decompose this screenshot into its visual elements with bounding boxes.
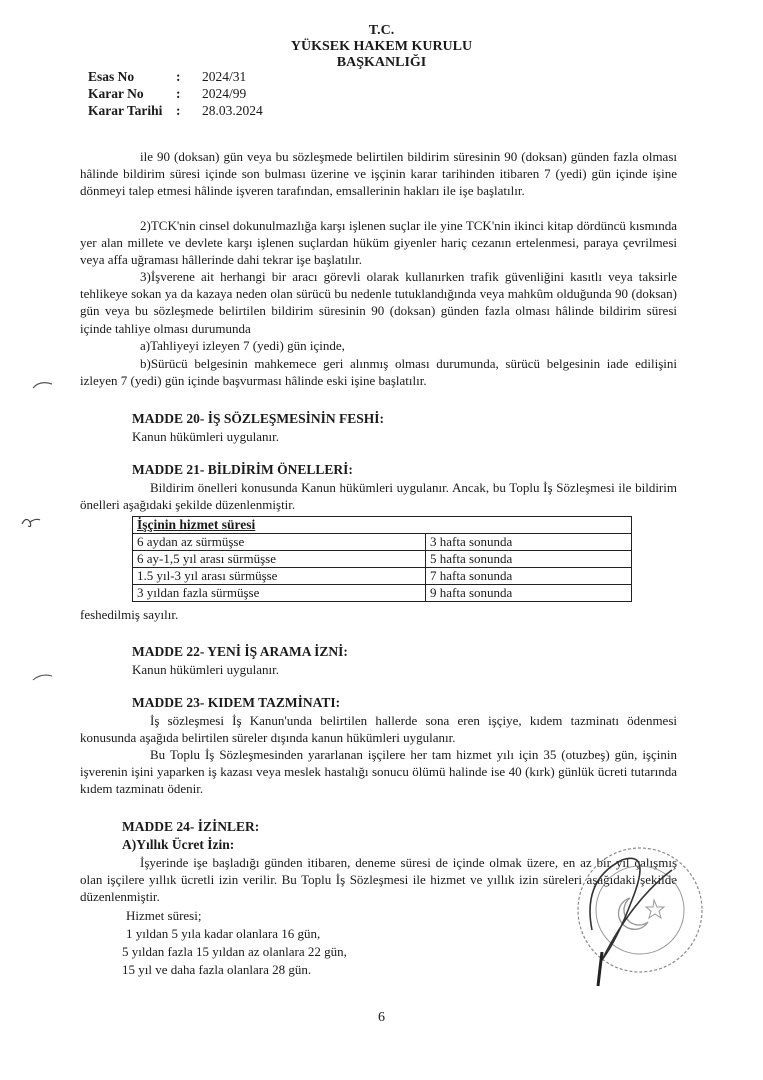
meta-esas-value: 2024/31 — [202, 69, 247, 84]
list-item: 1 yıldan 5 yıla kadar olanlara 16 gün, — [126, 926, 321, 941]
meta-karar-value: 2024/99 — [202, 86, 247, 101]
article-24-subtitle: A)Yıllık Ücret İzin: — [122, 837, 235, 852]
article-22-text: Kanun hükümleri uygulanır. — [132, 662, 279, 677]
paragraph-item-2: 2)TCK'nin cinsel dokunulmazlığa karşı işlenen suçlar ile yine TCK'nin ikinci kitap dördüncü kısmında yer alan millete ve devlete karşı işlenen suçlardan hüküm giyenler hariç cezanın ertelenmesi, paraya çevrilmesi veya affa uğraması hâllerinde dahi tekrar işe başlatılır. — [80, 218, 677, 268]
margin-mark-icon — [32, 378, 54, 390]
table-row — [133, 534, 632, 551]
table-row — [133, 551, 632, 568]
header-presidency: BAŞKANLIĞI — [336, 55, 427, 70]
meta-tarih-value: 28.03.2024 — [202, 103, 263, 118]
page-number: 6 — [378, 1010, 385, 1025]
table-cell-period: 6 aydan az sürmüşse — [133, 534, 426, 551]
article-21-title: MADDE 21- BİLDİRİM ÖNELLERİ: — [132, 462, 353, 477]
article-20-text: Kanun hükümleri uygulanır. — [132, 429, 279, 444]
article-21-after: feshedilmiş sayılır. — [80, 607, 179, 622]
paragraph-item-3: 3)İşverene ait herhangi bir aracı görevli olarak kullanırken trafik güvenliğini kasıtlı veya taksirle tehlikeye sokan ya da kazaya neden olan sürücü bu nedenle tutuklandığında veya mahkûm olduğunda 90 (doksan) gün veya bu sözleşmede belirtilen bildirim süresinin 90 (doksan) günden fazla olması hâlinde bildirim süresi içinde tahliye olması durumunda — [80, 269, 677, 336]
article-22-title: MADDE 22- YENİ İŞ ARAMA İZNİ: — [132, 644, 348, 659]
paragraph-item-3a: a)Tahliyeyi izleyen 7 (yedi) gün içinde, — [140, 338, 345, 353]
article-23-title: MADDE 23- KIDEM TAZMİNATI: — [132, 695, 341, 710]
meta-karar-row — [88, 85, 263, 102]
list-item: 5 yıldan fazla 15 yıldan az olanlara 22 gün, — [122, 944, 347, 959]
meta-colon: : — [176, 103, 181, 118]
table-cell-notice: 7 hafta sonunda — [426, 568, 632, 585]
table-header-row — [133, 517, 632, 534]
official-seal-icon — [562, 840, 712, 990]
article-21-text: Bildirim önelleri konusunda Kanun hükümleri uygulanır. Ancak, bu Toplu İş Sözleşmesi ile bildirim önelleri aşağıdaki şekilde düzenlenmiştir. — [80, 480, 677, 513]
article-24-label: Hizmet süresi; — [126, 908, 202, 923]
meta-karar-label: Karar No — [88, 86, 144, 101]
paragraph-item-3b: b)Sürücü belgesinin mahkemece geri alınmış olması durumunda, sürücü belgesinin iade edilişini izleyen 7 (yedi) gün içinde başvurması hâlinde eski işine başlatılır. — [80, 356, 677, 389]
table-cell-period: 3 yıldan fazla sürmüşse — [133, 585, 426, 602]
table-row — [133, 585, 632, 602]
table-header-empty — [426, 517, 632, 534]
table-cell-period: 1.5 yıl-3 yıl arası sürmüşse — [133, 568, 426, 585]
notice-period-table — [132, 516, 632, 602]
margin-mark-icon — [32, 672, 54, 682]
table-header-cell: İşçinin hizmet süresi — [133, 517, 426, 534]
table-cell-notice: 9 hafta sonunda — [426, 585, 632, 602]
header-institution: YÜKSEK HAKEM KURULU — [290, 39, 473, 54]
paragraph-continuation: ile 90 (doksan) gün veya bu sözleşmede belirtilen bildirim süresinin 90 (doksan) günden fazla olması hâlinde bildirim süresi içinde son bulması üzerine ve işçinin karar tarihinden itibaren 7 (yedi) gün içinde işine dönmeyi talep etmesi hâlinde işveren tarafından, emsallerinin hakları ile işe başlatılır. — [80, 149, 677, 199]
meta-esas-row — [88, 68, 263, 85]
list-item: 15 yıl ve daha fazla olanlara 28 gün. — [122, 962, 312, 977]
meta-tarih-label: Karar Tarihi — [88, 103, 163, 118]
table-cell-notice: 3 hafta sonunda — [426, 534, 632, 551]
article-23-p1: İş sözleşmesi İş Kanun'unda belirtilen hallerde sona eren işçiye, kıdem tazminatı ödenmesi konusunda aşağıda belirtilen süreler dışında kanun hükümleri uygulanır. — [80, 713, 677, 746]
meta-colon: : — [176, 86, 181, 101]
article-20-title: MADDE 20- İŞ SÖZLEŞMESİNİN FESHİ: — [132, 411, 385, 426]
article-24-p1: İşyerinde işe başladığı günden itibaren, deneme süresi de içinde olmak üzere, en az bir yıl çalışmış olan işçilere yıllık ücretli izin verilir. Bu Toplu İş Sözleşmesi ile hizmet ve yıllık izin süreleri aşağıdaki şekilde düzenlenmiştir. — [80, 855, 677, 905]
case-metadata — [88, 68, 263, 119]
table-cell-period: 6 ay-1,5 yıl arası sürmüşse — [133, 551, 426, 568]
meta-colon: : — [176, 69, 181, 84]
header-tc: T.C. — [368, 23, 395, 38]
article-23-p2: Bu Toplu İş Sözleşmesinden yararlanan işçilere her tam hizmet yılı için 35 (otuzbeş) gün, işçinin işverenin işini yaparken iş kazası veya meslek hastalığı sonucu ölümü halinde ise 40 (kırk) günlük ücreti tutarında kıdem tazminatı ödenir. — [80, 747, 677, 797]
initials-mark-icon — [18, 512, 44, 532]
table-row — [133, 568, 632, 585]
table-cell-notice: 5 hafta sonunda — [426, 551, 632, 568]
meta-esas-label: Esas No — [88, 69, 135, 84]
meta-tarih-row — [88, 102, 263, 119]
article-24-title: MADDE 24- İZİNLER: — [122, 819, 260, 834]
